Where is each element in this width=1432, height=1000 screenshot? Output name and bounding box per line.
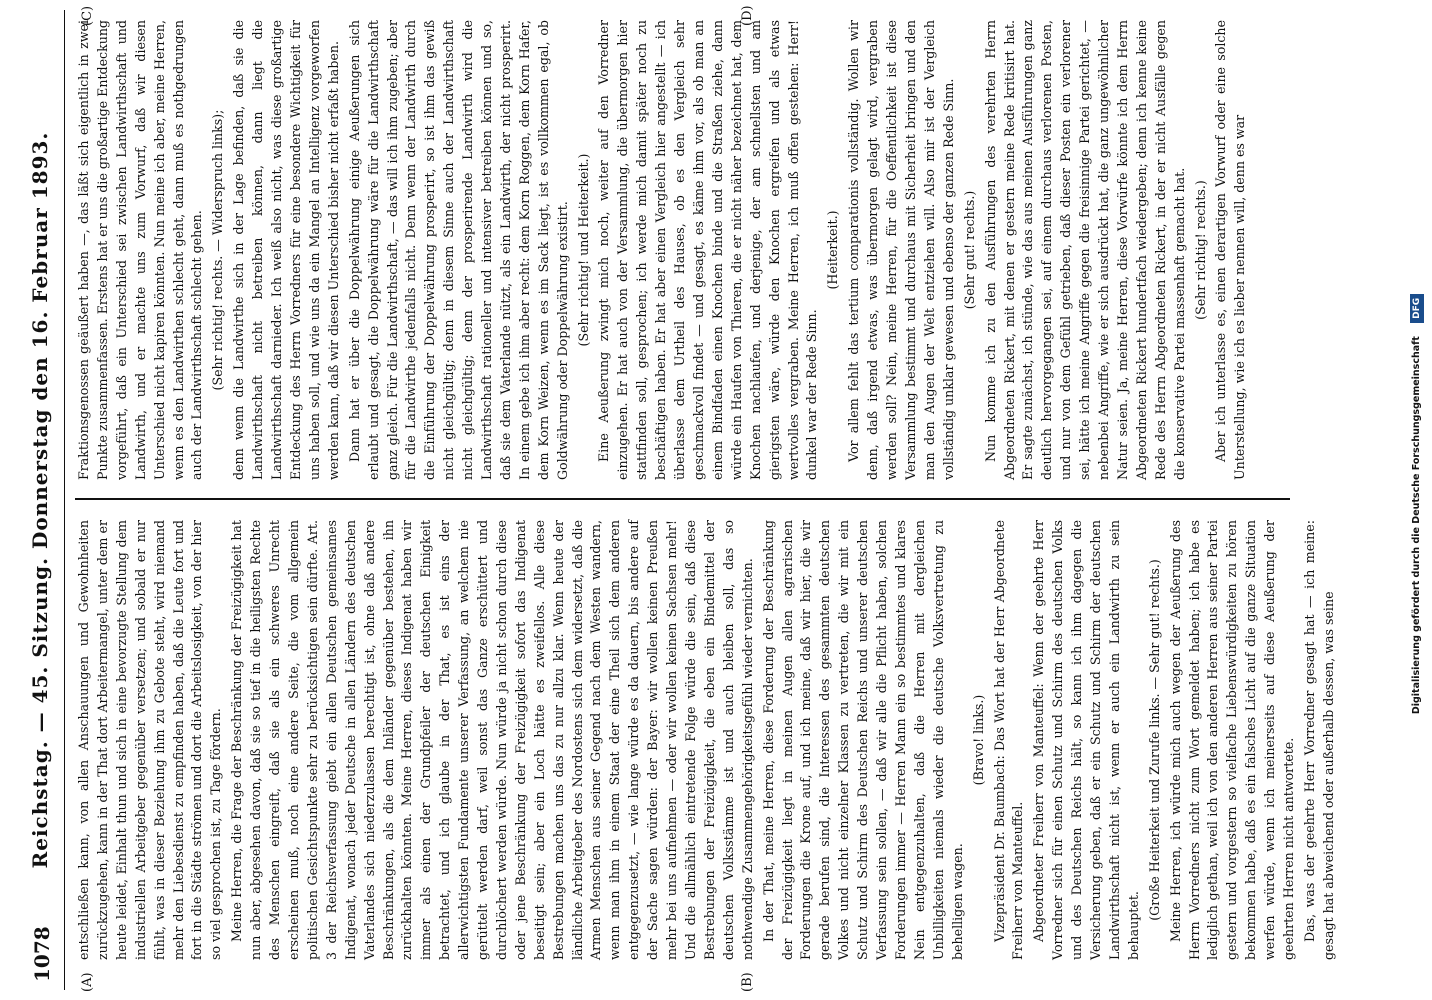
paragraph: Eine Aeußerung zwingt mich noch, weiter auf den Vorredner einzugehen. Er hat auch von der Versammlung, die übermorgen hier stattfinden soll, gesprochen; ich werde mich damit später noch zu beschäftigen haben. Er hat aber einen Vergleich hier angestellt — ich überlasse dem Urtheil des Hauses, ob es den Vergleich sehr geschmackvoll findet — und gesagt, es käme ihm vor, als ob man an einem Bindfaden einen Knochen binde und die Straßen ziehe, dann würde ein Haufen von Thieren, die er nicht näher bezeichnet hat, dem Knochen nachlaufen, und derjenige, der am schnellsten und am gierigsten wäre, würde den Knochen ergreifen und als etwas wertvolles vergraben. Meine Herren, ich muß offen gestehen: Herr! dunkel war der Rede Sinn. <box>596 20 820 480</box>
interjection: (Sehr richtig! und Heiterkeit.) <box>575 153 591 347</box>
paragraph: Dann hat er über die Doppelwährung einige Aeußerungen sich erlaubt und gesagt, die Doppelwährung wäre für die Landwirthschaft ganz gleich. Für die Landwirthschaft, — das will ich ihm zugeben; aber für die Landwirthe jedenfalls nicht. Denn wenn der Landwirth durch die Einführung der Doppelwährung prosperirt, so ist ihm das gewiß nicht gleichgültig; denn in diesem Sinne auch der Landwirthschaft nicht gleichgültig; denn der prosperirende Landwirth wird die Landwirthschaft rationeller und intensiver betreiben können und so, daß sie dem Vaterlande nützt, als ein Landwirth, der nicht prosperirt. In einem gebe ich ihm aber recht: dem Korn Roggen, dem Korn Hafer, dem Korn Weizen, wenn es im Sack liegt, ist es vollkommen egal, ob Goldwährung oder Doppelwährung existirt. <box>346 20 570 480</box>
interjection: (Bravo! links.) <box>970 694 986 786</box>
margin-marker-b: (B) <box>740 972 755 992</box>
interjection: (Sehr richtig! rechts.) <box>1192 180 1208 320</box>
footer-text: Digitalisierung gefördert durch die Deutsche Forschungsgemeinschaft <box>1411 336 1422 715</box>
interjection: (Große Heiterkeit und Zurufe links. — Sehr gut! rechts.) <box>1146 559 1162 921</box>
paragraph: Abgeordneter Freiherr von Manteuffel: Wenn der geehrte Herr Vorredner sich für einen Schutz und Schirm des deutschen Volks und des Deutschen Reichs hält, so kann ich ihm dagegen die Versicherung geben, daß er ein Schutz und Schirm der deutschen Landwirthschaft nicht ist, wenn er auch ein Landwirth zu sein behauptet. <box>1031 520 1141 960</box>
text-column-right <box>75 20 1290 480</box>
speaker-intro: Vizepräsident Dr. Baumbach: Das Wort hat der Herr Abgeordnete Freiherr von Manteuffel. <box>991 520 1026 960</box>
interjection: (Sehr richtig! rechts. — Widerspruch links); <box>210 109 226 391</box>
text-column-left <box>75 520 1336 960</box>
paragraph: In der That, meine Herren, diese Forderung der Beschränkung der Freizügigkeit liegt in meinen Augen allen agrarischen Forderungen die Krone auf, und ich meine, daß wir hier, die wir gerade berufen sind, die Interessen des gesammten deutschen Volkes und nicht einzelner Klassen zu vertreten, die wir mit ein Schutz und Schirm des Deutschen Reichs und unserer deutschen Verfassung sein sollen, — daß wir alle die Pflicht haben, solchen Forderungen immer — Herren Mann ein so bestimmtes und klares Nein entgegenzuhalten, daß die Herren mit dergleichen Unbilligkeiten niemals wieder die deutsche Volksvertretung zu behelligen wagen. <box>760 520 965 960</box>
paragraph: Das, was der geehrte Herr Vorredner gesagt hat — ich meine: gesagt hat abweichend oder außerhalb dessen, was seine <box>1302 520 1336 960</box>
paragraph: denn wenn die Landwirthe sich in der Lage befinden, daß sie die Landwirthschaft nicht betreiben können, dann liegt die Landwirthschaft darnieder. Ich weiß also nicht, was diese großartige Entdeckung des Herrn Vorredners für eine besondere Wichtigkeit für uns haben soll, und wie uns da ein Mangel an Intelligenz vorgeworfen werden kann, daß wir diesen Unterschied bisher nicht erfaßt haben. <box>231 20 341 480</box>
page-header <box>8 10 65 990</box>
paragraph: Meine Herren, die Frage der Beschränkung der Freizügigkeit hat nun aber, abgesehen davon, daß sie so tief in die heiligsten Rechte des Menschen eingreift, daß sie als ein schweres Unrecht erscheinen muß, noch eine andere Seite, die vom allgemein politischen Gesichtspunkte sehr zu berücksichtigen sein dürfte. Art. 3 der Reichsverfassung giebt ein allen Deutschen gemeinsames Indigenat, wonach jeder Deutsche in allen Ländern des deutschen Vaterlandes sich niederzulassen berechtigt ist, ohne daß andere Beschränkungen, als die dem Inländer gegenüber bestehen, ihn zurückhalten könnten. Meine Herren, dieses Indigenat haben wir immer als einen der Grundpfeiler der deutschen Einigkeit betrachtet, und ich glaube in der That, es ist eins der allerwichtigsten Fundamente unserer Verfassung, an welchem nie gerüttelt werden darf, weil sonst das Ganze erschüttert und durchlöchert werden würde. Nun würde ja nicht schon durch diese oder jene Beschränkung der Freizügigkeit sofort das Indigenat beseitigt sein; aber ein Loch hätte es zweifellos. Alle diese Bestrebungen machen uns das zu nur allzu klar. Wenn heute der ländliche Arbeitgeber des Nordostens sich dem widersetzt, daß die Armen Menschen aus seiner Gegend nach dem Westen wandern, wenn man ihm in einem Staat der eine Theil sich dem anderen entgegenzusetzt, — wie lange würde es da dauern, bis andere auf der Sache sagen würden: der Bayer: wir wollen keinen Preußen mehr bei uns aufnehmen — oder wir wollen keinen Sachsen mehr! Und die allmählich eintretende Folge würde die sein, daß diese Bestrebungen der Freizügigkeit, die eben ein Bindemittel der deutschen Volksstämme ist und auch bleiben soll, das so nothwendige Zusammengehörigkeitsgefühl wieder vernichten. <box>229 520 755 960</box>
paragraph: Nun komme ich zu den Ausführungen des verehrten Herrn Abgeordneten Rickert, mit denen er gestern meine Rede kritisirt hat. Er sagte zunächst, ich stünde, wie das aus meinen Ausführungen ganz deutlich hervorgegangen sei, auf einem durchaus verlorenen Posten, und nur von dem Gefühl getrieben, daß dieser Posten ein verlorener sei, hätte ich meine Angriffe gegen die freisinnige Partei gerichtet, — nebenbei Angriffe, wie er sich ausdrückt hat, die ganz ungewöhnlicher Natur seien. Ja, meine Herren, diese Vorwürfe könnte ich dem Herrn Abgeordneten Rickert hundertfach wiedergeben; denn ich kenne keine Rede des Herrn Abgeordneten Rickert, in der er nicht Ausfälle gegen die konservative Partei massenhaft gemacht hat. <box>982 20 1187 480</box>
paragraph: Fraktionsgenossen geäußert haben —, das läßt sich eigentlich in zwei Punkte zusammenfassen. Erstens hat er uns die großartige Entdeckung vorgeführt, daß ein Unterschied sei zwischen Landwirthschaft und Landwirth, und er machte uns zum Vorwurf, daß wir diesen Unterschied nicht kapiren könnten. Nun meine ich aber, meine Herren, wenn es den Landwirthen schlecht geht, dann muß es nothgedrungen auch der Landwirthschaft schlecht gehen. <box>76 20 205 480</box>
page-number: 1078 <box>30 926 54 982</box>
digitization-footer <box>1405 14 1429 994</box>
interjection: (Sehr gut! rechts.) <box>961 190 977 310</box>
column-divider <box>75 499 1290 501</box>
paragraph: entschließen kann, von allen Anschauungen und Gewohnheiten zurückzugehen, kann in der That dort Arbeitermangel, unter dem er heute leidet, Einhalt thun und sich in eine bevorzugte Stellung dem industriellen Arbeitgeber gegenüber versetzen; und sobald er nur fühlt, was in dieser Beziehung ihm zu Gebote steht, wird niemand mehr den Liebesdienst zu empfinden haben, daß die Leute fort und fort in die Städte strömen und dort die Arbeitslosigkeit, von der hier so viel gesprochen ist, zu Tage fördern. <box>76 520 224 960</box>
paragraph: Meine Herren, ich würde mich auch wegen der Aeußerung des Herrn Vorredners nicht zum Wort gemeldet haben; ich habe es lediglich gethan, weil ich von den anderen Herren aus seiner Partei gestern und vorgestern so vielfache Liebenswürdigkeiten zu hören bekommen habe, daß es ein falsches Licht auf die ganze Situation werfen würde, wenn ich meinerseits auf diese Aeußerung der geehrten Herren nicht antwortete. <box>1167 520 1297 960</box>
page-title: Reichstag. — 45. Sitzung. Donnerstag den 16. Februar 1893. <box>28 131 52 869</box>
margin-marker-c: (C) <box>80 5 95 26</box>
interjection: (Heiterkeit.) <box>825 210 841 290</box>
paragraph: Vor allem fehlt das tertium comparationis vollständig. Wollen wir denn, daß irgend etwas, was übermorgen gelagt wird, vergraben werden soll? Nein, meine Herren, für die Oeffentlichkeit ist diese Versammlung bestimmt und durchaus mit Sicherheit bringen und den man den Augen der Welt entziehen will. Also mir ist der Vergleich vollständig unklar gewesen und ebenso der ganzen Rede Sinn. <box>846 20 956 480</box>
dfg-logo: DFG <box>1410 294 1424 323</box>
margin-marker-d: (D) <box>740 5 755 26</box>
margin-marker-a: (A) <box>80 972 95 992</box>
paragraph: Aber ich unterlasse es, einen derartigen Vorwurf oder eine solche Unterstellung, wie ich es lieber nennen will, denn es war <box>1213 20 1248 480</box>
